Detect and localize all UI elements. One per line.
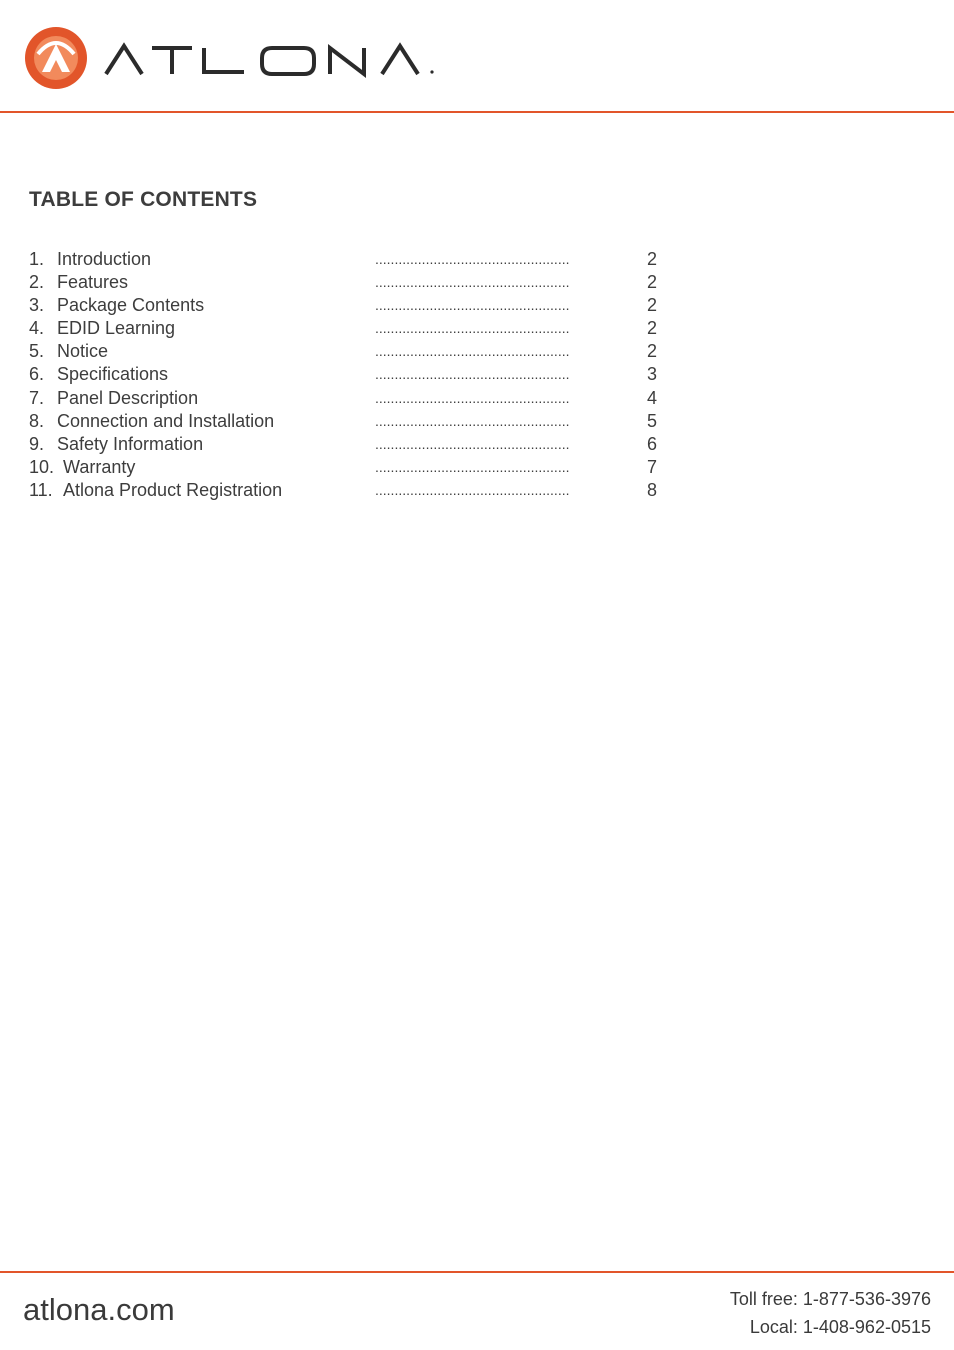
toc-label: Notice bbox=[57, 341, 109, 362]
toc-title: TABLE OF CONTENTS bbox=[29, 188, 258, 211]
toc-page: 2 bbox=[647, 295, 658, 316]
toc-row-panel-description[interactable] bbox=[29, 387, 669, 410]
toc-leader: .................................................. bbox=[375, 481, 570, 498]
toc-page: 6 bbox=[647, 433, 658, 454]
toc-list bbox=[29, 248, 669, 502]
header-divider bbox=[0, 111, 954, 113]
toc-page: 2 bbox=[647, 272, 658, 293]
toc-leader: .................................................. bbox=[375, 458, 570, 475]
toc-row-safety-information[interactable] bbox=[29, 433, 669, 456]
toc-row-edid-learning[interactable] bbox=[29, 317, 669, 340]
toc-label: Safety Information bbox=[57, 433, 204, 454]
toc-leader: .................................................. bbox=[375, 274, 570, 291]
toc-page: 3 bbox=[647, 364, 658, 385]
toc-page: 2 bbox=[647, 341, 658, 362]
toc-row-connection-installation[interactable] bbox=[29, 410, 669, 433]
toc-label: Package Contents bbox=[57, 295, 205, 316]
toc-page: 2 bbox=[647, 318, 658, 339]
toc-leader: .................................................. bbox=[375, 389, 570, 406]
toc-number: 4. bbox=[29, 318, 45, 339]
toc-row-package-contents[interactable] bbox=[29, 294, 669, 317]
toc-number: 10. bbox=[29, 456, 55, 477]
toc-page: 8 bbox=[647, 479, 658, 500]
toc-label: Atlona Product Registration bbox=[63, 479, 283, 500]
toc-number: 5. bbox=[29, 341, 45, 362]
toc-page: 4 bbox=[647, 387, 658, 408]
toc-page: 7 bbox=[647, 456, 658, 477]
toc-row-product-registration[interactable] bbox=[29, 479, 669, 502]
footer-website-link[interactable]: atlona.com bbox=[23, 1292, 175, 1327]
toc-row-specifications[interactable] bbox=[29, 363, 669, 386]
toc-page: 2 bbox=[647, 249, 658, 269]
footer-divider bbox=[0, 1271, 954, 1273]
toc-number: 2. bbox=[29, 272, 45, 293]
toc-leader: .................................................. bbox=[375, 297, 570, 314]
toc-page: 5 bbox=[647, 410, 658, 431]
toc-leader: .................................................. bbox=[375, 366, 570, 383]
toc-label: Warranty bbox=[63, 456, 136, 477]
toc-number: 6. bbox=[29, 364, 45, 385]
toc-label: Specifications bbox=[57, 364, 169, 385]
toc-row-warranty[interactable] bbox=[29, 456, 669, 479]
atlona-logo-mark-icon bbox=[22, 24, 442, 94]
toc-leader: .................................................. bbox=[375, 435, 570, 452]
toc-number: 9. bbox=[29, 433, 45, 454]
toc-number: 7. bbox=[29, 387, 45, 408]
toc-leader: .................................................. bbox=[375, 320, 570, 337]
footer-contact bbox=[730, 1285, 931, 1341]
toc-number: 3. bbox=[29, 295, 45, 316]
toc-leader: .................................................. bbox=[375, 251, 570, 267]
toc-leader: .................................................. bbox=[375, 343, 570, 360]
toc-number: 11. bbox=[29, 479, 53, 500]
local-number: Local: 1-408-962-0515 bbox=[749, 1317, 931, 1337]
toc-label: Features bbox=[57, 272, 129, 293]
toc-label: EDID Learning bbox=[57, 318, 176, 339]
toc-row-introduction[interactable] bbox=[29, 248, 669, 271]
page-header bbox=[0, 0, 954, 113]
atlona-logo bbox=[22, 24, 442, 99]
toc-row-features[interactable] bbox=[29, 271, 669, 294]
toll-free-number: Toll free: 1-877-536-3976 bbox=[729, 1289, 931, 1309]
toc-label: Introduction bbox=[57, 249, 152, 269]
toc-number: 8. bbox=[29, 410, 45, 431]
toc-row-notice[interactable] bbox=[29, 340, 669, 363]
toc-leader: .................................................. bbox=[375, 412, 570, 429]
toc-number: 1. bbox=[29, 249, 45, 269]
toc-label: Connection and Installation bbox=[57, 410, 275, 431]
toc-label: Panel Description bbox=[57, 387, 199, 408]
